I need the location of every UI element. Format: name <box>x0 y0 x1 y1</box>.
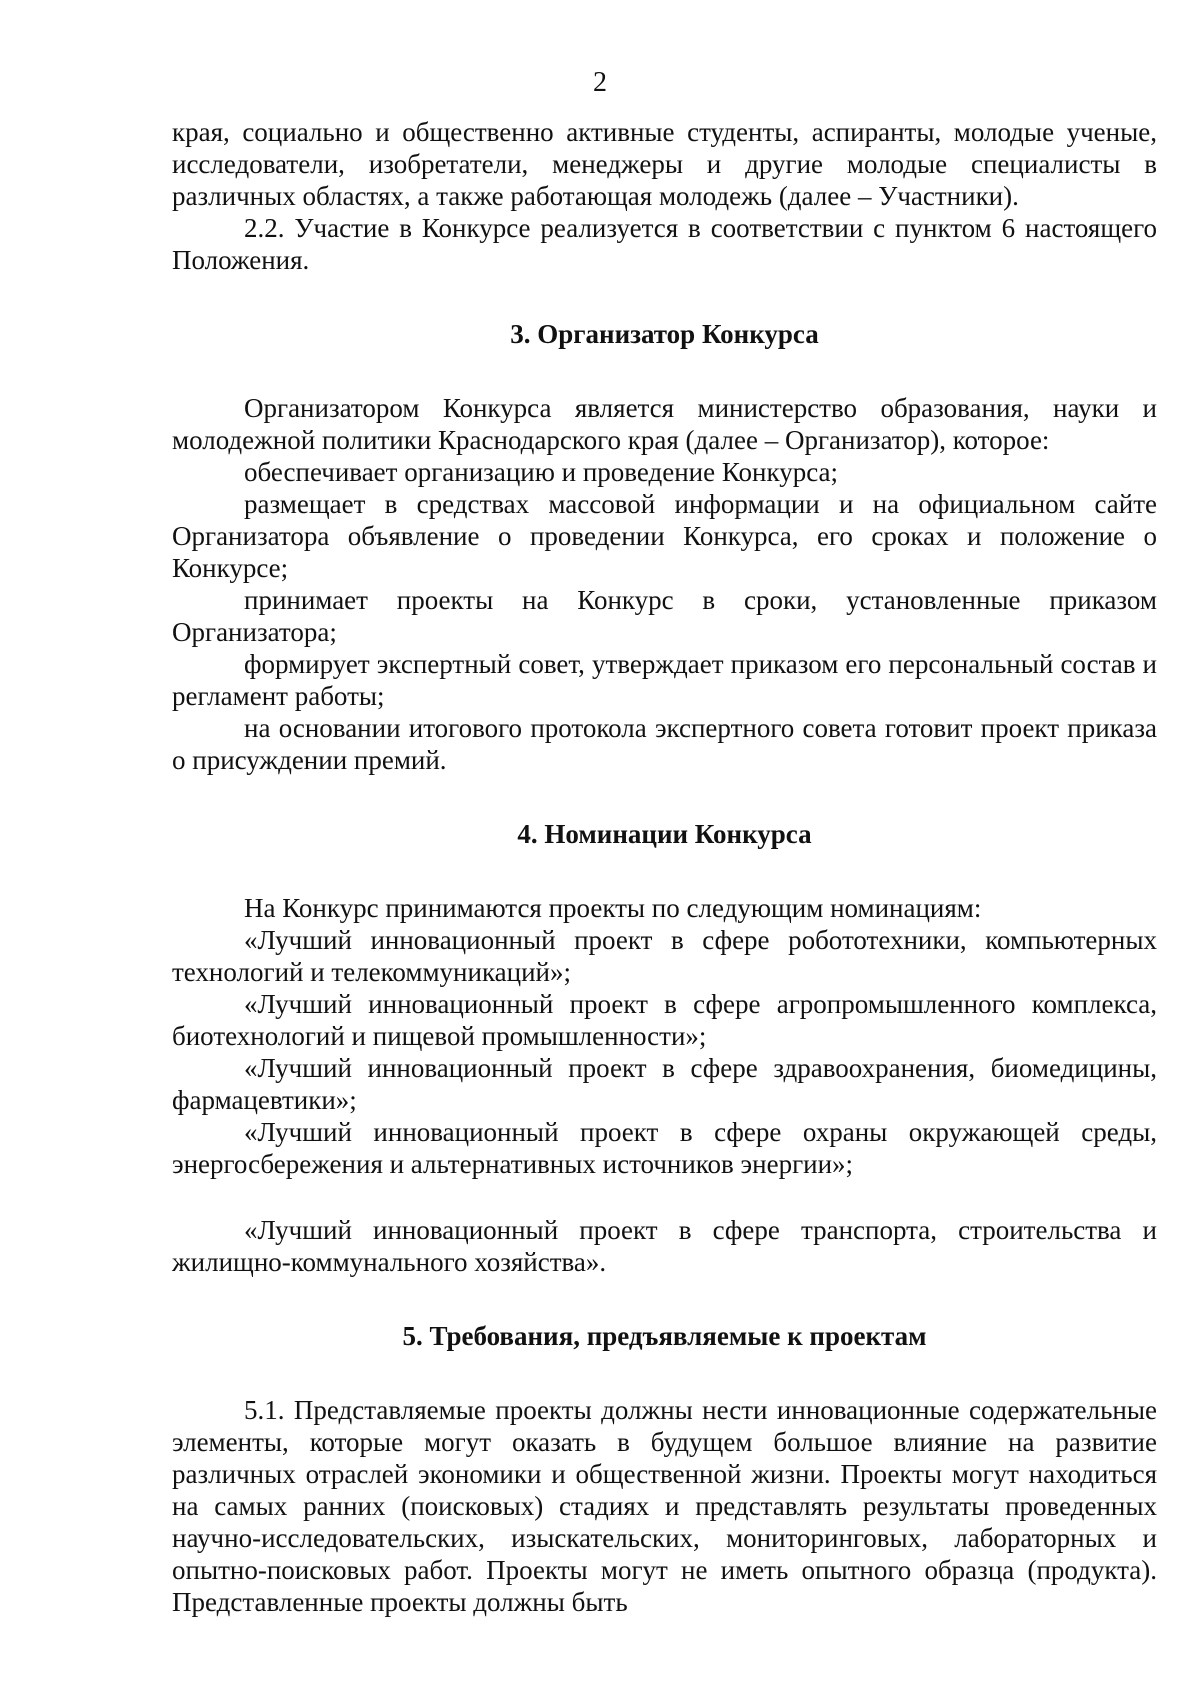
section-3-title: 3. Организатор Конкурса <box>510 319 819 349</box>
document-body <box>172 116 1157 1618</box>
section-4-paragraph: «Лучший инновационный проект в сфере робототехники, компьютерных технологий и телекоммуникаций»; <box>172 925 1157 987</box>
section-3-paragraph: на основании итогового протокола экспертного совета готовит проект приказа о присуждении премий. <box>172 713 1157 775</box>
paragraph-continuation: края, социально и общественно активные студенты, аспиранты, молодые ученые, исследователи, изобретатели, менеджеры и другие молодые специалисты в различных областях, а также работающая молодежь (далее – Участники). <box>172 117 1157 211</box>
section-4-paragraph: На Конкурс принимаются проекты по следующим номинациям: <box>244 893 982 923</box>
section-4-title: 4. Номинации Конкурса <box>517 819 812 849</box>
section-5-body <box>172 1394 1157 1618</box>
section-4-paragraph: «Лучший инновационный проект в сфере агропромышленного комплекса, биотехнологий и пищевой промышленности»; <box>172 989 1157 1051</box>
section-4-paragraph: «Лучший инновационный проект в сфере здравоохранения, биомедицины, фармацевтики»; <box>172 1053 1157 1115</box>
section-3-body <box>172 392 1157 776</box>
paragraph-2-2: 2.2. Участие в Конкурсе реализуется в соответствии с пунктом 6 настоящего Положения. <box>172 213 1157 275</box>
section-4-paragraph: «Лучший инновационный проект в сфере транспорта, строительства и жилищно-коммунального хозяйства». <box>172 1215 1157 1277</box>
page-number: 2 <box>593 67 607 98</box>
section-3-paragraph: принимает проекты на Конкурс в сроки, установленные приказом Организатора; <box>172 585 1157 647</box>
section-3-paragraph: Организатором Конкурса является министерство образования, науки и молодежной политики Краснодарского края (далее – Организатор), которое: <box>172 393 1157 455</box>
section-5-title: 5. Требования, предъявляемые к проектам <box>402 1321 927 1351</box>
section-4-body <box>172 892 1157 1278</box>
section-4-paragraph: «Лучший инновационный проект в сфере охраны окружающей среды, энергосбережения и альтернативных источников энергии»; <box>172 1117 1157 1179</box>
section-3-paragraph: формирует экспертный совет, утверждает приказом его персональный состав и регламент работы; <box>172 649 1157 711</box>
section-5-paragraph: 5.1. Представляемые проекты должны нести инновационные содержательные элементы, которые могут оказать в будущем большое влияние на развитие различных отраслей экономики и общественной жизни. Проекты могут находиться на самых ранних (поисковых) стадиях и представлять результаты проведенных научно-исследовательских, изыскательских, мониторинговых, лабораторных и опытно-поисковых работ. Проекты могут не иметь опытного образца (продукта). Представленные проекты должны быть <box>172 1395 1157 1617</box>
section-3-paragraph: размещает в средствах массовой информации и на официальном сайте Организатора объявление о проведении Конкурса, его сроках и положение о Конкурсе; <box>172 489 1157 583</box>
section-3-paragraph: обеспечивает организацию и проведение Конкурса; <box>244 457 839 487</box>
